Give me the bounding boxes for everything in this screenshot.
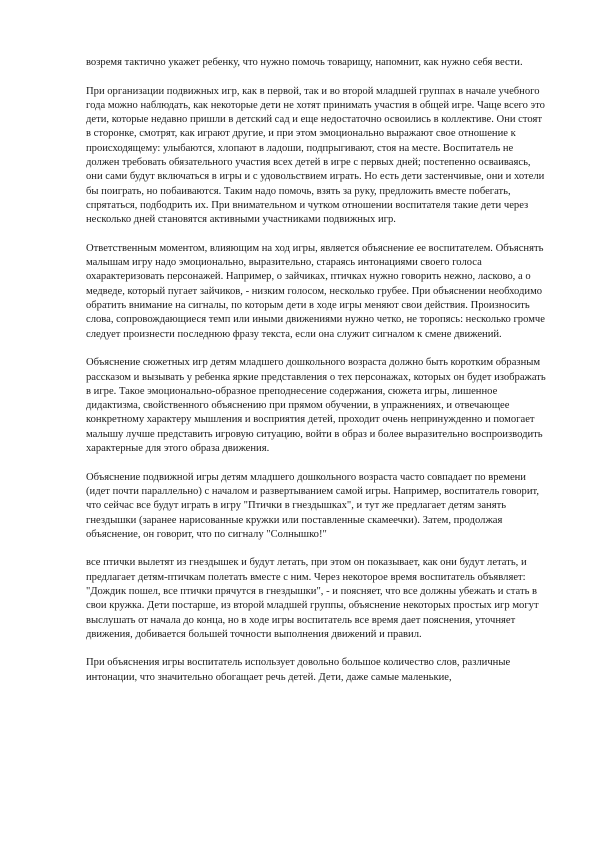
paragraph-4: Объяснение сюжетных игр детям младшего дошкольного возраста должно быть коротким образным рассказом и вызывать у ребенка яркие представления о тех персонажах, которых он будет изображать в игре. Такое эмоционально-образное преподнесение содержания, сюжета игры, лишенное дидактизма, свойственного объяснению при прямом обучении, в упражнениях, и отвечающее конкретному характеру мышления и восприятия детей, проходит очень непринужденно и помогает малышу лучше представить игровую ситуацию, войти в образ и более выразительно воспроизводить характерные для этого образа движения. — [86, 357, 546, 455]
paragraph-2: При организации подвижных игр, как в первой, так и во второй младшей группах в начале учебного года можно наблюдать, как некоторые дети не хотят принимать участия в общей игре. Чаще всего это дети, которые недавно пришли в детский сад и еще недостаточно освоились в коллективе. Они стоят в сторонке, смотрят, как играют другие, и при этом эмоционально выражают свое отношение к происходящему: улыбаются, хлопают в ладоши, подпрыгивают, стоя на месте. Воспитатель не должен требовать обязательного участия всех детей в игре с первых дней; постепенно осваиваясь, они сами будут включаться в игры и с удовольствием играть. Но есть дети застенчивые, они и хотели бы поиграть, но побаиваются. Таким надо помочь, взять за руку, предложить вместе побегать, спрятаться, подбодрить их. При внимательном и чутком отношении воспитателя такие дети через несколько дней становятся активными участниками подвижных игр. — [86, 85, 545, 226]
paragraph-3: Ответственным моментом, влияющим на ход игры, является объяснение ее воспитателем. Объяснять малышам игру надо эмоционально, выразительно, стараясь интонациями своего голоса охарактеризовать персонажей. Например, о зайчиках, птичках нужно говорить нежно, ласково, а о медведе, который пугает зайчиков, - низким голосом, несколько грубее. При объяснении необходимо обратить внимание на сигналы, по которым дети в ходе игры меняют свои действия. Произносить слова, сопровождающиеся темп или иными движениями нужно четко, не торопясь: несколько громче следует произнести последнюю фразу текста, если она служит сигналом к смене движений. — [86, 242, 545, 340]
document-body — [86, 56, 548, 699]
paragraph-6: все птички вылетят из гнездышек и будут летать, при этом он показывает, как они будут летать, и предлагает детям-птичкам полетать вместе с ним. Через некоторое время воспитатель объявляет: "Дождик пошел, все птички прячутся в гнездышки", - и поясняет, что все должны убежать и стать в свои кружка. Дети постарше, из второй младшей группы, объяснение некоторых простых игр могут выслушать от начала до конца, но в ходе игры воспитатель все время дает пояснения, уточняет движения, добивается большей точности выполнения движений и правил. — [86, 557, 539, 640]
paragraph-1: возремя тактично укажет ребенку, что нужно помочь товарищу, напомнит, как нужно себя вести. — [86, 57, 523, 68]
paragraph-5: Объяснение подвижной игры детям младшего дошкольного возраста часто совпадает по времени (идет почти параллельно) с началом и развертыванием самой игры. Например, воспитатель говорит, что сейчас все будут играть в игру "Птички в гнездышках", и тут же предлагает детям занять гнездышки (заранее нарисованные кружки или поставленные скамеечки). Затем, продолжая объяснение, он говорит, что по сигналу "Солнышко!" — [86, 471, 539, 540]
paragraph-7: При объяснения игры воспитатель использует довольно большое количество слов, различные интонации, что значительно обогащает речь детей. Дети, даже самые маленькие, — [86, 657, 511, 683]
